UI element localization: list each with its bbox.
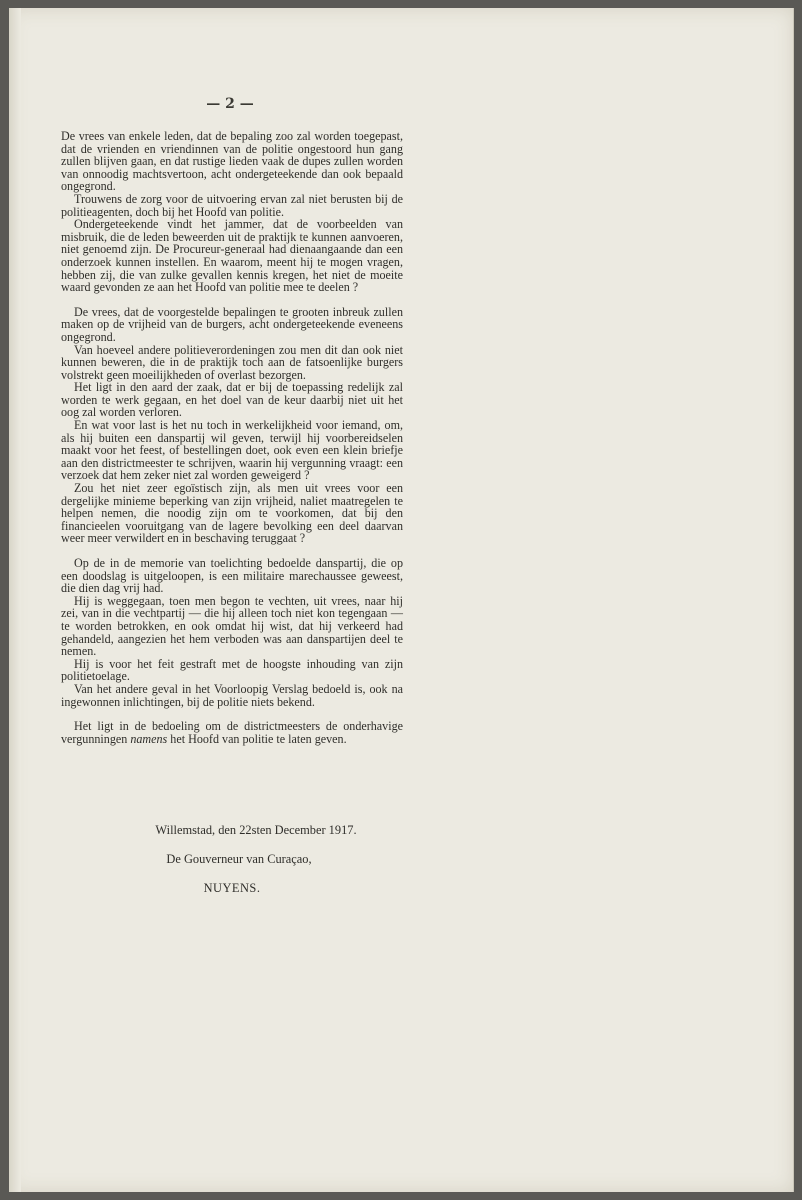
paragraph: Van het andere geval in het Voorloopig Verslag bedoeld is, ook na ingewonnen inlichtingen, bij de politie niets bekend.: [61, 681, 403, 709]
signatory-title: De Gouverneur van Curaçao,: [166, 852, 312, 866]
page-number: — 2 —: [206, 96, 254, 112]
place-date: Willemstad, den 22sten December 1917.: [155, 823, 357, 837]
paragraph-text: het Hoofd van politie te laten geven.: [170, 731, 347, 746]
emphasized-word: namens: [130, 731, 168, 746]
document-body: [61, 130, 403, 745]
paragraph: Op de in de memorie van toelichting bedoelde danspartij, die op een doodslag is uitgeloopen, is een militaire marechaussee geweest, die dien dag vrij had.: [61, 556, 403, 596]
paragraph-last: [61, 720, 403, 745]
paragraph: Zou het niet zeer egoïstisch zijn, als men uit vrees voor een dergelijke minieme beperking van zijn vrijheid, naliet maatregelen te helpen nemen, die noodig zijn om te voorkomen, dat bij den financieelen vooruitgang van de lagere bevolking een deel daarvan weer meer verwildert en in beschaving teruggaat ?: [61, 481, 403, 546]
paragraph: En wat voor last is het nu toch in werkelijkheid voor iemand, om, als hij buiten een danspartij wil geven, terwijl hij voorbereidselen maakt voor het feest, of bestellingen doet, ook even een klein briefje aan den districtmeester te schrijven, waarin hij vergunning vraagt: een verzoek dat hem zeker niet zal worden geweigerd ?: [61, 418, 403, 483]
paragraph: Trouwens de zorg voor de uitvoering ervan zal niet berusten bij de politieagenten, doch bij het Hoofd van politie.: [61, 191, 403, 219]
page-edge: [9, 8, 21, 1192]
paragraph: Hij is weggegaan, toen men begon te vechten, uit vrees, naar hij zei, van in die vechtpartij — die hij alleen toch niet kon tegengaan — te worden betrokken, en ook omdat hij wist, dat hij verkeerd had gehandeld, aangezien het hem verboden was aan danspartijen deel te nemen.: [61, 593, 403, 659]
paragraph: De vrees van enkele leden, dat de bepaling zoo zal worden toegepast, dat de vrienden en vriendinnen van de politie ongestoord hun gang zullen blijven gaan, en dat rustige lieden vaak de dupes zullen worden van onnoodig machtsvertoon, acht ondergeteekende dan ook bepaald ongegrond.: [61, 129, 403, 194]
paragraph: Van hoeveel andere politieverordeningen zou men dit dan ook niet kunnen beweren, die in de praktijk toch aan de fatsoenlijke burgers volstrekt geen moeilijkheden of overlast bezorgen.: [61, 342, 403, 382]
paragraph: Het ligt in den aard der zaak, dat er bij de toepassing redelijk zal worden te werk gegaan, en het doel van de keur daarbij niet uit het oog zal worden verloren.: [61, 380, 403, 420]
paragraph: Hij is voor het feit gestraft met de hoogste inhouding van zijn politietoelage.: [61, 656, 403, 684]
paragraph: Ondergeteekende vindt het jammer, dat de voorbeelden van misbruik, die de leden beweerden uit de praktijk te kunnen aanvoeren, niet genoemd zijn. De Procureur-generaal had dienaangaande dan een onderzoek kunnen instellen. En waarom, meent hij te mogen vragen, hebben zij, die van zulke gevallen kennis kregen, het niet de moeite waard gevonden ze aan het Hoofd van politie mee te deelen ?: [61, 217, 403, 295]
closing-block: [61, 823, 403, 896]
signatory-name: NUYENS.: [203, 881, 261, 895]
paragraph: De vrees, dat de voorgestelde bepalingen te grooten inbreuk zullen maken op de vrijheid van de burgers, acht ondergeteekende eveneens ongegrond.: [61, 304, 403, 344]
paragraph-text: Het ligt in de bedoeling om de districtmeesters de onderhavige vergunningen: [61, 719, 403, 746]
